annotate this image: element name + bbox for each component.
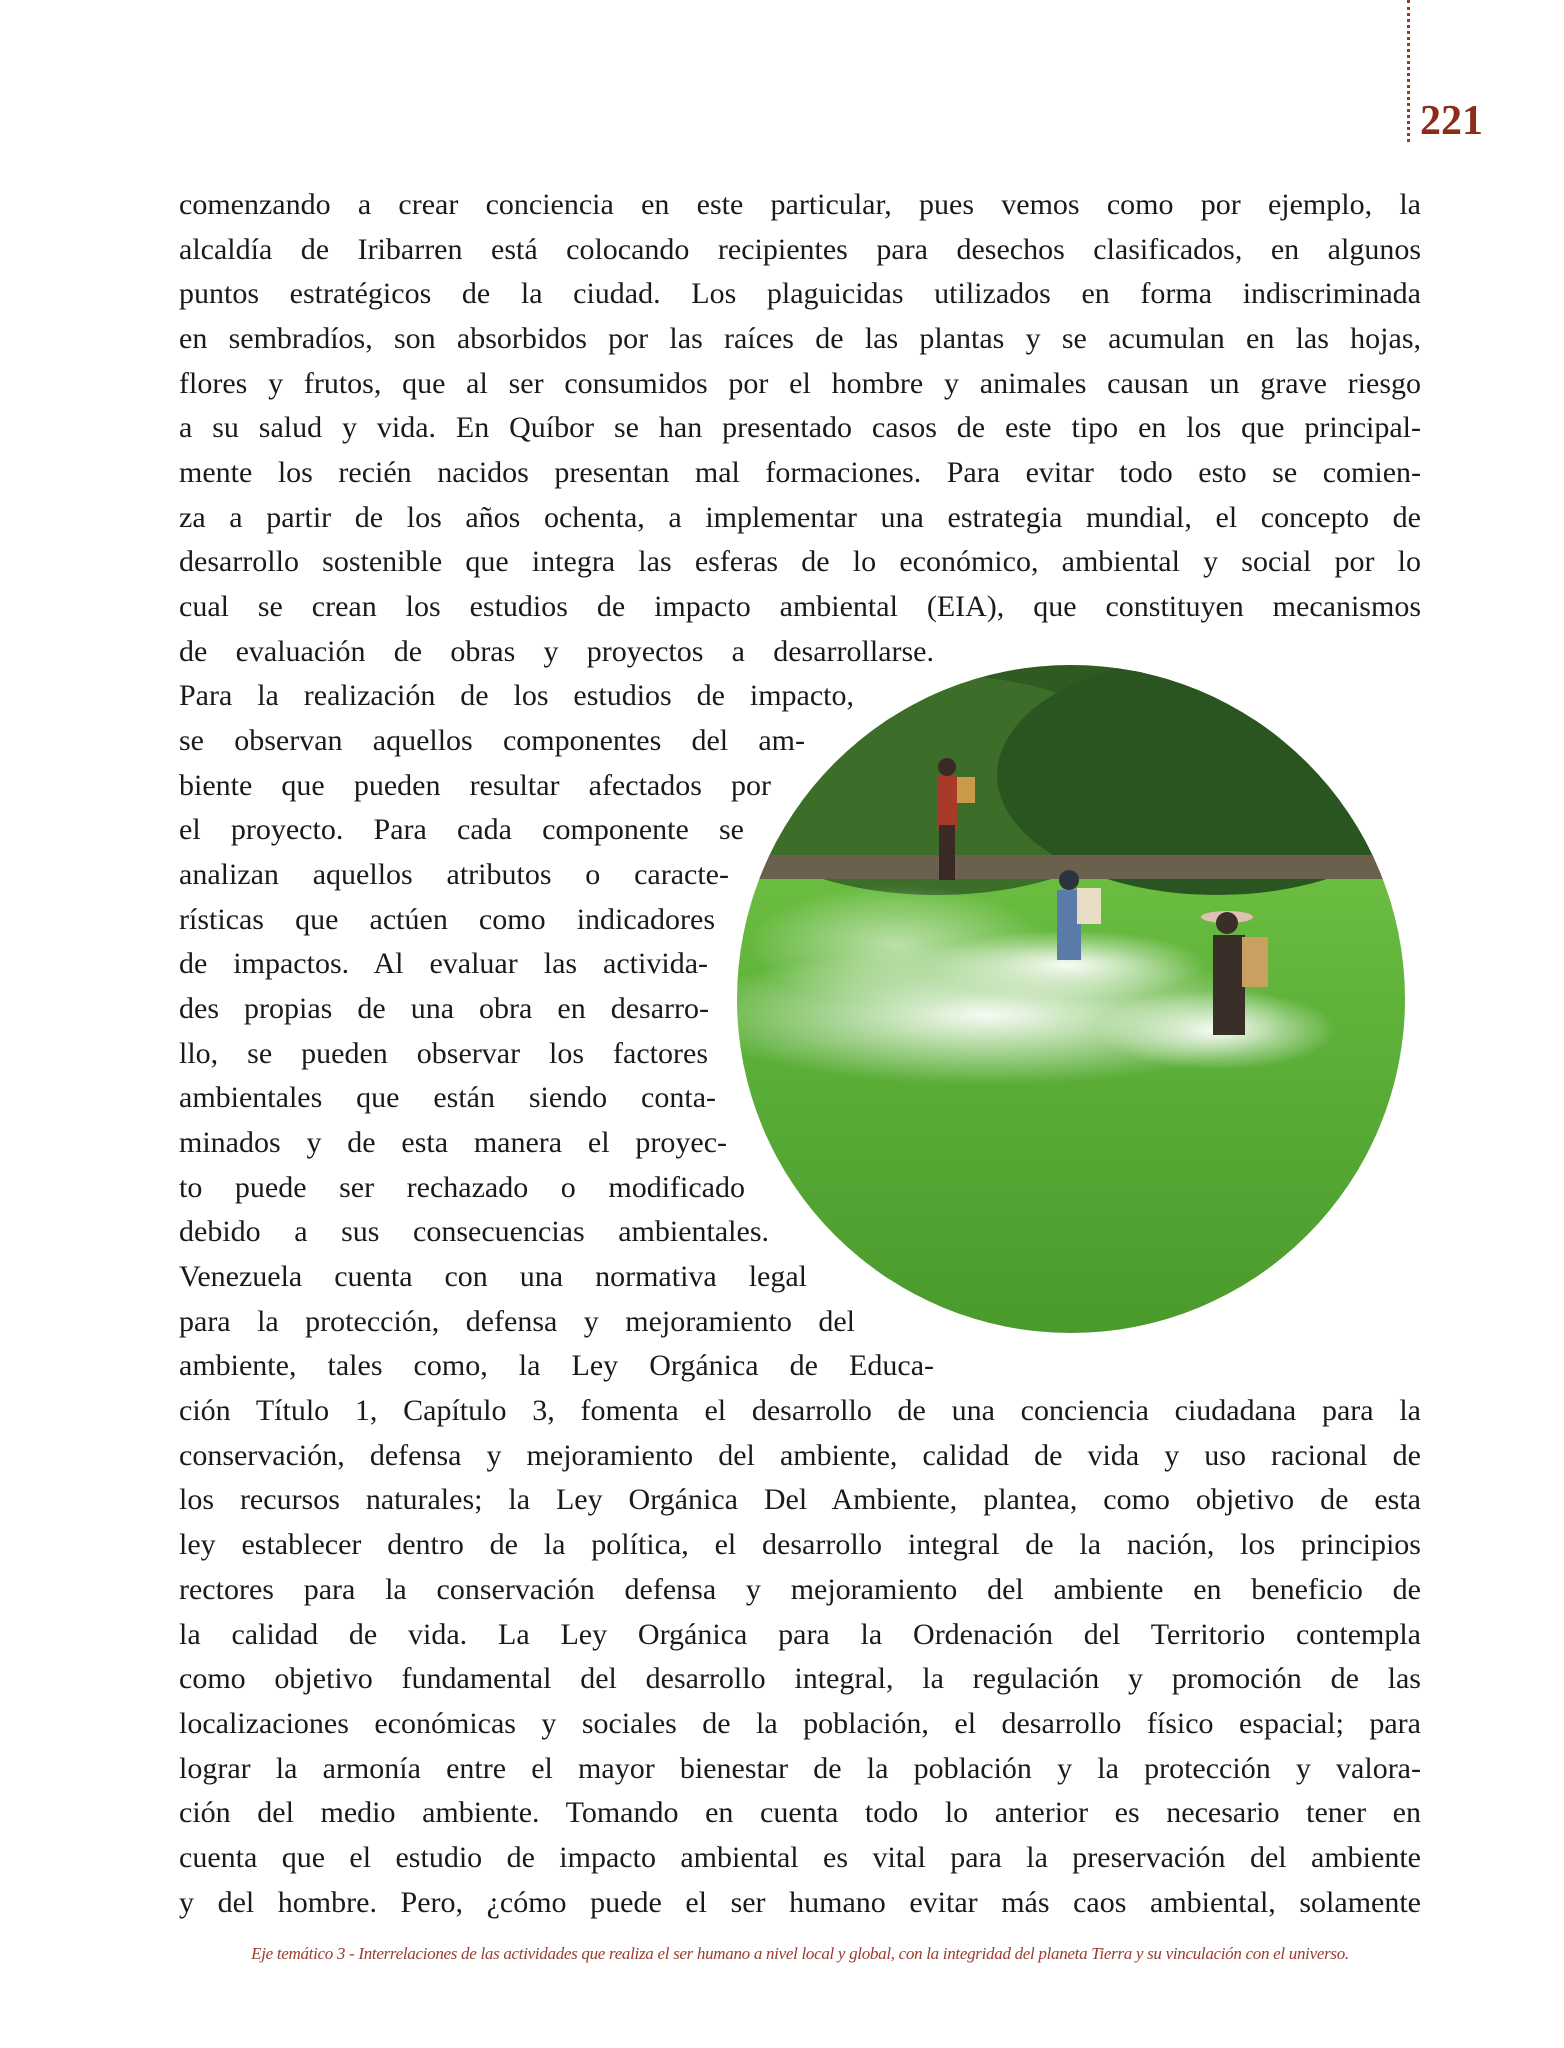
text-line: como objetivo fundamental del desarrollo integral, la regulación y promoción de las bbox=[179, 1662, 1421, 1696]
text-line: des propias de una obra en desarro- bbox=[179, 992, 709, 1026]
text-line: la calidad de vida. La Ley Orgánica para la Ordenación del Territorio contempla bbox=[179, 1617, 1421, 1651]
text-line: mente los recién nacidos presentan mal formaciones. Para evitar todo esto se comien- bbox=[179, 456, 1421, 490]
text-line: en sembradíos, son absorbidos por las raíces de las plantas y se acumulan en las hojas, bbox=[179, 322, 1421, 356]
text-line: debido a sus consecuencias ambientales. bbox=[179, 1215, 769, 1249]
page-number: 221 bbox=[1420, 98, 1483, 144]
text-line: ambiente, tales como, la Ley Orgánica de Educa- bbox=[179, 1349, 934, 1383]
text-line: rísticas que actúen como indicadores bbox=[179, 902, 715, 936]
text-line: alcaldía de Iribarren está colocando recipientes para desechos clasificados, en algunos bbox=[179, 232, 1421, 266]
text-line: Venezuela cuenta con una normativa legal bbox=[179, 1260, 807, 1294]
text-line: y del hombre. Pero, ¿cómo puede el ser humano evitar más caos ambiental, solamente bbox=[179, 1885, 1421, 1919]
text-line: de evaluación de obras y proyectos a desarrollarse. bbox=[179, 634, 934, 668]
text-line: lograr la armonía entre el mayor bienestar de la población y la protección y valora- bbox=[179, 1751, 1421, 1785]
text-line: za a partir de los años ochenta, a implementar una estrategia mundial, el concepto de bbox=[179, 500, 1421, 534]
body-text bbox=[179, 183, 1421, 1925]
running-footer: Eje temático 3 - Interrelaciones de las actividades que realiza el ser humano a nivel local y global, con la integridad del planeta Tierra y su vinculación con el universo. bbox=[251, 1944, 1349, 1963]
text-line: ción Título 1, Capítulo 3, fomenta el desarrollo de una conciencia ciudadana para la bbox=[179, 1394, 1421, 1428]
text-line: to puede ser rechazado o modificado bbox=[179, 1170, 745, 1204]
text-line: cual se crean los estudios de impacto ambiental (EIA), que constituyen mecanismos bbox=[179, 590, 1421, 624]
text-line: ambientales que están siendo conta- bbox=[179, 1081, 716, 1115]
text-line: localizaciones económicas y sociales de la población, el desarrollo físico espacial; para bbox=[179, 1706, 1421, 1740]
text-line: biente que pueden resultar afectados por bbox=[179, 768, 771, 802]
text-line: ción del medio ambiente. Tomando en cuenta todo lo anterior es necesario tener en bbox=[179, 1796, 1421, 1830]
text-line: a su salud y vida. En Quíbor se han presentado casos de este tipo en los que principal- bbox=[179, 411, 1421, 445]
text-line: minados y de esta manera el proyec- bbox=[179, 1126, 727, 1160]
text-line: comenzando a crear conciencia en este particular, pues vemos como por ejemplo, la bbox=[179, 188, 1421, 221]
text-line: flores y frutos, que al ser consumidos por el hombre y animales causan un grave riesgo bbox=[179, 366, 1421, 400]
text-line: ley establecer dentro de la política, el desarrollo integral de la nación, los principios bbox=[179, 1528, 1421, 1562]
text-line: para la protección, defensa y mejoramiento del bbox=[179, 1304, 855, 1338]
text-line: cuenta que el estudio de impacto ambiental es vital para la preservación del ambiente bbox=[179, 1840, 1421, 1874]
dotted-margin-rule bbox=[1407, 0, 1410, 142]
text-line: conservación, defensa y mejoramiento del ambiente, calidad de vida y uso racional de bbox=[179, 1438, 1421, 1472]
text-line: analizan aquellos atributos o caracte- bbox=[179, 858, 729, 892]
text-line: llo, se pueden observar los factores bbox=[179, 1036, 708, 1070]
text-line: rectores para la conservación defensa y mejoramiento del ambiente en beneficio de bbox=[179, 1572, 1421, 1606]
text-line: se observan aquellos componentes del am- bbox=[179, 724, 805, 758]
text-line: de impactos. Al evaluar las activida- bbox=[179, 947, 708, 981]
text-line: Para la realización de los estudios de impacto, bbox=[179, 679, 854, 713]
text-line: los recursos naturales; la Ley Orgánica Del Ambiente, plantea, como objetivo de esta bbox=[179, 1483, 1421, 1517]
text-line: el proyecto. Para cada componente se bbox=[179, 813, 744, 847]
text-line: puntos estratégicos de la ciudad. Los plaguicidas utilizados en forma indiscriminada bbox=[179, 277, 1421, 311]
text-line: desarrollo sostenible que integra las esferas de lo económico, ambiental y social por lo bbox=[179, 545, 1421, 579]
